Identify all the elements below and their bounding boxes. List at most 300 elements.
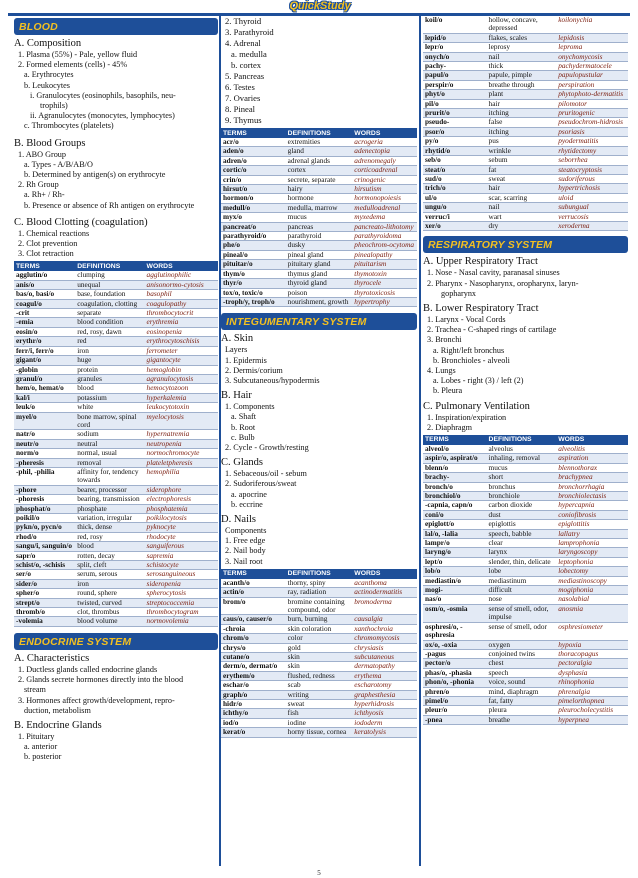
text-line: 2. Nail body: [225, 546, 266, 556]
word-cell: myxedema: [352, 213, 417, 222]
text-line: 2. Formed elements (cells) - 45%: [18, 60, 128, 70]
text-line: 2. Thyroid: [225, 16, 262, 26]
definition-cell: bone marrow, spinal cord: [75, 412, 144, 430]
definition-cell: nail: [487, 52, 557, 61]
word-cell: hypertrophy: [352, 297, 417, 306]
word-cell: phytophoto-dermatitis: [556, 90, 628, 99]
text-line: 2. Diaphragm: [427, 422, 473, 432]
word-cell: normovolemia: [145, 617, 218, 626]
text-line: 2. Sudoriferous/sweat: [225, 479, 297, 489]
term-cell: aden/o: [221, 147, 286, 156]
table-row: [221, 634, 417, 643]
text-line: 3. Subcutaneous/hypodermis: [225, 375, 320, 385]
table-row: [423, 156, 628, 165]
column-header-words: WORDS: [556, 435, 628, 445]
definition-cell: hair: [487, 99, 557, 108]
text-line: a. apocrine: [231, 489, 267, 499]
definition-cell: oxygen: [487, 640, 557, 649]
word-cell: aspiration: [556, 454, 628, 463]
definition-cell: split, cleft: [75, 561, 144, 570]
term-cell: phas/o, -phasia: [423, 668, 487, 677]
table-row: [423, 43, 628, 52]
definition-cell: nose: [487, 595, 557, 604]
word-cell: blennothorax: [556, 463, 628, 472]
table-row: [423, 184, 628, 193]
word-cell: plateletpheresis: [145, 458, 218, 467]
table-row: [221, 175, 417, 184]
definition-cell: variation, irregular: [75, 514, 144, 523]
term-cell: graph/o: [221, 690, 286, 699]
word-cell: bronchorrhagia: [556, 482, 628, 491]
term-cell: pimel/o: [423, 696, 487, 705]
term-cell: nas/o: [423, 595, 487, 604]
table-row: [423, 567, 628, 576]
word-cell: ferrometer: [145, 346, 218, 355]
term-cell: pil/o: [423, 99, 487, 108]
table-row: [423, 604, 628, 622]
text-line: 1. Free edge: [225, 536, 266, 546]
term-cell: -phoresis: [14, 495, 75, 504]
term-cell: lepid/o: [423, 33, 487, 42]
term-cell: pituitar/o: [221, 260, 286, 269]
word-cell: hypoxia: [556, 640, 628, 649]
word-cell: hyperpnea: [556, 715, 628, 724]
word-cell: leukocytotoxin: [145, 403, 218, 412]
term-cell: gigant/o: [14, 356, 75, 365]
definition-cell: skin: [286, 662, 353, 671]
word-cell: hyperkalemia: [145, 393, 218, 402]
table-row: [221, 615, 417, 624]
definition-cell: fat: [487, 165, 557, 174]
word-cell: hyperhidrosis: [352, 700, 417, 709]
definition-cell: twisted, curved: [75, 598, 144, 607]
word-cell: subungual: [556, 203, 628, 212]
heading-glands: C. Glands: [221, 457, 263, 469]
term-cell: anis/o: [14, 280, 75, 289]
definition-cell: separate: [75, 309, 144, 318]
column-divider-2: [419, 16, 421, 866]
text-line: trophils): [40, 101, 68, 111]
table-row: [221, 662, 417, 671]
term-cell: adren/o: [221, 156, 286, 165]
term-cell: kerat/o: [221, 728, 286, 737]
text-line: 2. Pharynx - Nasopharynx, oropharynx, laryn-: [427, 278, 579, 288]
word-cell: bronchiolectasis: [556, 492, 628, 501]
term-cell: rhod/o: [14, 532, 75, 541]
term-cell: -pagus: [423, 649, 487, 658]
table-row: [221, 728, 417, 737]
table-row: [423, 90, 628, 99]
term-cell: laryng/o: [423, 548, 487, 557]
term-cell: verruc/i: [423, 212, 487, 221]
table-row: [221, 166, 417, 175]
definition-cell: scar, scarring: [487, 193, 557, 202]
definition-cell: hollow, concave, depressed: [487, 16, 557, 33]
column-header-words: WORDS: [352, 569, 417, 579]
definition-cell: nail: [487, 203, 557, 212]
definition-cell: iron: [75, 579, 144, 588]
column-header-definitions: DEFINITIONS: [286, 569, 353, 579]
heading-composition: A. Composition: [14, 38, 82, 49]
heading-lower-respiratory: B. Lower Respiratory Tract: [423, 302, 539, 314]
definition-cell: carbon dioxide: [487, 501, 557, 510]
table-row: [221, 288, 417, 297]
table-row: [14, 523, 218, 532]
term-cell: chrom/o: [221, 634, 286, 643]
text-line: 1. Inspiration/expiration: [427, 412, 507, 422]
term-cell: hem/o, hemat/o: [14, 384, 75, 393]
table-row: [423, 659, 628, 668]
definition-cell: blood volume: [75, 617, 144, 626]
word-cell: chrysiasis: [352, 643, 417, 652]
word-cell: lallatry: [556, 529, 628, 538]
heading-skin: A. Skin: [221, 333, 254, 345]
definition-cell: difficult: [487, 586, 557, 595]
definition-cell: alveolus: [487, 445, 557, 454]
word-cell: streptococcemia: [145, 598, 218, 607]
term-cell: ungu/o: [423, 203, 487, 212]
word-cell: laryngoscopy: [556, 548, 628, 557]
definition-cell: larynx: [487, 548, 557, 557]
definition-cell: bronchus: [487, 482, 557, 491]
word-cell: erythema: [352, 671, 417, 680]
word-cell: mogiphonia: [556, 586, 628, 595]
term-cell: iod/o: [221, 718, 286, 727]
word-cell: xeroderma: [556, 221, 628, 230]
word-cell: hirsutism: [352, 185, 417, 194]
text-line: 2. Cycle - Growth/resting: [225, 442, 309, 452]
definition-cell: pineal gland: [286, 250, 353, 259]
text-line: b. eccrine: [231, 499, 263, 509]
definition-cell: dust: [487, 510, 557, 519]
heading-pulmonary-ventilation: C. Pulmonary Ventilation: [423, 400, 530, 412]
word-cell: eosinopenia: [145, 327, 218, 336]
definition-cell: iron: [75, 346, 144, 355]
table-row: [423, 473, 628, 482]
definition-cell: dry: [487, 221, 557, 230]
text-line: a. Lobes - right (3) / left (2): [433, 376, 524, 386]
heading-blood-groups: B. Blood Groups: [14, 137, 86, 149]
word-cell: pimelorthopnea: [556, 696, 628, 705]
term-cell: sapr/o: [14, 551, 75, 560]
table-row: [14, 356, 218, 365]
definition-cell: epiglottis: [487, 520, 557, 529]
word-cell: uloid: [556, 193, 628, 202]
table-row: [14, 570, 218, 579]
table-row: [14, 384, 218, 393]
definition-cell: thymus gland: [286, 269, 353, 278]
definition-cell: iodine: [286, 718, 353, 727]
definition-cell: nourishment, growth: [286, 297, 353, 306]
term-cell: pancreat/o: [221, 222, 286, 231]
definition-cell: sweat: [487, 174, 557, 183]
table-row: [423, 203, 628, 212]
term-cell: agglutin/o: [14, 271, 75, 280]
definition-cell: mucus: [286, 213, 353, 222]
term-cell: neutr/o: [14, 439, 75, 448]
table-row: [423, 548, 628, 557]
section-header-integumentary: INTEGUMENTARY SYSTEM: [221, 313, 417, 330]
text-line: b. Pleura: [433, 386, 463, 396]
word-cell: agranulocytosis: [145, 374, 218, 383]
word-cell: lamprophonia: [556, 539, 628, 548]
word-cell: hemoglobin: [145, 365, 218, 374]
word-cell: pancreato-lithotomy: [352, 222, 417, 231]
table-row: [221, 241, 417, 250]
column-header-terms: TERMS: [221, 569, 286, 579]
word-cell: neutropenia: [145, 439, 218, 448]
word-cell: sapremia: [145, 551, 218, 560]
table-row: [423, 212, 628, 221]
term-cell: brom/o: [221, 597, 286, 615]
term-cell: prurit/o: [423, 109, 487, 118]
word-cell: serosanguineous: [145, 570, 218, 579]
definition-cell: parathyroid: [286, 232, 353, 241]
definition-cell: sense of smell, odor: [487, 622, 557, 640]
word-cell: epiglottitis: [556, 520, 628, 529]
table-row: [221, 681, 417, 690]
definition-cell: bromine containing compound, odor: [286, 597, 353, 615]
text-line: a. Shaft: [231, 412, 257, 422]
definition-cell: hormone: [286, 194, 353, 203]
word-cell: spherocytosis: [145, 589, 218, 598]
term-cell: ul/o: [423, 193, 487, 202]
term-cell: koil/o: [423, 16, 487, 33]
table-row: [423, 463, 628, 472]
definition-cell: voice, sound: [487, 678, 557, 687]
definition-cell: false: [487, 118, 557, 127]
word-cell: rhytidectomy: [556, 146, 628, 155]
definition-cell: mediastinum: [487, 576, 557, 585]
word-cell: steatocryptosis: [556, 165, 628, 174]
definition-cell: extremities: [286, 138, 353, 147]
definition-cell: gland: [286, 147, 353, 156]
respiratory-terms-table: [423, 435, 628, 725]
definition-cell: serum, serous: [75, 570, 144, 579]
table-row: [423, 715, 628, 724]
definition-cell: white: [75, 403, 144, 412]
text-line: 1. Chemical reactions: [18, 228, 90, 238]
table-row: [221, 279, 417, 288]
word-cell: adenectopia: [352, 147, 417, 156]
word-cell: hypertrichosis: [556, 184, 628, 193]
definition-cell: granules: [75, 374, 144, 383]
word-cell: pinealopathy: [352, 250, 417, 259]
definition-cell: sodium: [75, 430, 144, 439]
definition-cell: blood: [75, 542, 144, 551]
definition-cell: clear: [487, 539, 557, 548]
term-cell: norm/o: [14, 449, 75, 458]
definition-cell: neutral: [75, 439, 144, 448]
term-cell: lampr/o: [423, 539, 487, 548]
table-row: [14, 318, 218, 327]
word-cell: hormonopoiesis: [352, 194, 417, 203]
definition-cell: affinity for, tendency towards: [75, 467, 144, 485]
word-cell: sudoriferous: [556, 174, 628, 183]
text-line: 2. Trachea - C-shaped rings of cartilage: [427, 325, 557, 335]
text-line: 1. Ductless glands called endocrine glands: [18, 664, 158, 674]
blood-terms-table: [14, 261, 218, 626]
text-line: 1. Components: [225, 402, 275, 412]
text-line: duction, metabolism: [24, 705, 91, 715]
word-cell: pyodermatitis: [556, 137, 628, 146]
word-cell: causalgia: [352, 615, 417, 624]
term-cell: phon/o, -phonia: [423, 678, 487, 687]
word-cell: siderophore: [145, 485, 218, 494]
term-cell: derm/o, dermat/o: [221, 662, 286, 671]
term-cell: ichthy/o: [221, 709, 286, 718]
word-cell: mediastinoscopy: [556, 576, 628, 585]
table-row: [423, 595, 628, 604]
definition-cell: thorny, spiny: [286, 579, 353, 588]
definition-cell: wart: [487, 212, 557, 221]
table-row: [14, 290, 218, 299]
table-row: [14, 412, 218, 430]
word-cell: pruritogenic: [556, 109, 628, 118]
word-cell: medulloadrenal: [352, 203, 417, 212]
word-cell: thoracopagus: [556, 649, 628, 658]
definition-cell: plant: [487, 90, 557, 99]
column-middle: [221, 16, 417, 866]
word-cell: erythremia: [145, 318, 218, 327]
text-line: b. Presence or absence of Rh antigen on erythrocyte: [24, 200, 195, 210]
definition-cell: unequal: [75, 280, 144, 289]
heading-upper-respiratory: A. Upper Respiratory Tract: [423, 256, 538, 268]
term-cell: -phil, -philia: [14, 467, 75, 485]
word-cell: agglutinophilic: [145, 271, 218, 280]
word-cell: verrucosis: [556, 212, 628, 221]
table-row: [14, 337, 218, 346]
column-header-definitions: DEFINITIONS: [75, 261, 144, 271]
term-cell: trich/o: [423, 184, 487, 193]
definition-cell: breathe: [487, 715, 557, 724]
word-cell: gigantocyte: [145, 356, 218, 365]
term-cell: phren/o: [423, 687, 487, 696]
text-line: a. Erythrocytes: [24, 70, 74, 80]
term-cell: hormon/o: [221, 194, 286, 203]
term-cell: poikil/o: [14, 514, 75, 523]
text-line: i. Granulocytes (eosinophils, basophils, neu-: [30, 90, 176, 100]
definition-cell: pus: [487, 137, 557, 146]
text-line: 6. Testes: [225, 82, 255, 92]
definition-cell: burn, burning: [286, 615, 353, 624]
term-cell: aspir/o, aspirat/o: [423, 454, 487, 463]
text-line: a. Right/left bronchus: [433, 345, 505, 355]
term-cell: papul/o: [423, 71, 487, 80]
term-cell: schist/o, -schisis: [14, 561, 75, 570]
table-row: [423, 706, 628, 715]
word-cell: coagulopathy: [145, 299, 218, 308]
definition-cell: sense of smell, odor, impulse: [487, 604, 557, 622]
definition-cell: bearing, transmission: [75, 495, 144, 504]
text-line: stream: [24, 685, 46, 695]
word-cell: electrophoresis: [145, 495, 218, 504]
term-cell: myx/o: [221, 213, 286, 222]
word-cell: osphresiometer: [556, 622, 628, 640]
definition-cell: breathe through: [487, 80, 557, 89]
definition-cell: hair: [487, 184, 557, 193]
table-row: [423, 16, 628, 33]
definition-cell: inhaling, removal: [487, 454, 557, 463]
word-cell: pilomotor: [556, 99, 628, 108]
word-cell: thyrocele: [352, 279, 417, 288]
text-line: a. Rh+ / Rh-: [24, 190, 65, 200]
text-line: c. Bulb: [231, 432, 255, 442]
text-line: 3. Bronchi: [427, 335, 462, 345]
term-cell: thyr/o: [221, 279, 286, 288]
definition-cell: bearer, processor: [75, 485, 144, 494]
definition-cell: flushed, redness: [286, 671, 353, 680]
word-cell: phosphatemia: [145, 504, 218, 513]
definition-cell: mucus: [487, 463, 557, 472]
definition-cell: gold: [286, 643, 353, 652]
table-row: [423, 586, 628, 595]
word-cell: thrombocytocrit: [145, 309, 218, 318]
table-row: [423, 501, 628, 510]
table-row: [14, 449, 218, 458]
word-cell: actinodermatitis: [352, 588, 417, 597]
definition-cell: hairy: [286, 185, 353, 194]
text-line: 3. Nail root: [225, 556, 263, 566]
definition-cell: red: [75, 337, 144, 346]
word-cell: poikilocytosis: [145, 514, 218, 523]
word-cell: myelocytosis: [145, 412, 218, 430]
term-cell: tox/o, toxic/o: [221, 288, 286, 297]
term-cell: parathyroid/o: [221, 232, 286, 241]
term-cell: ser/o: [14, 570, 75, 579]
text-line: Components: [225, 525, 267, 535]
word-cell: phrenalgia: [556, 687, 628, 696]
word-cell: rhinophonia: [556, 678, 628, 687]
term-cell: hidr/o: [221, 700, 286, 709]
section-header-blood: BLOOD: [14, 18, 218, 35]
term-cell: sud/o: [423, 174, 487, 183]
column-header-terms: TERMS: [14, 261, 75, 271]
term-cell: -troph/y, troph/o: [221, 297, 286, 306]
term-cell: actin/o: [221, 588, 286, 597]
text-line: a. medulla: [231, 49, 267, 59]
text-line: b. Leukocytes: [24, 80, 70, 90]
term-cell: myel/o: [14, 412, 75, 430]
definition-cell: conjoined twins: [487, 649, 557, 658]
definition-cell: horny tissue, cornea: [286, 728, 353, 737]
word-cell: papulopustular: [556, 71, 628, 80]
term-cell: seb/o: [423, 156, 487, 165]
term-cell: lept/o: [423, 557, 487, 566]
term-cell: lal/o, -lalia: [423, 529, 487, 538]
definition-cell: medulla, marrow: [286, 203, 353, 212]
text-line: 1. Plasma (55%) - Pale, yellow fluid: [18, 50, 138, 59]
term-cell: coagul/o: [14, 299, 75, 308]
table-row: [14, 403, 218, 412]
term-cell: thym/o: [221, 269, 286, 278]
term-cell: crin/o: [221, 175, 286, 184]
word-cell: pseudochrom-hidrosis: [556, 118, 628, 127]
word-cell: psoriasis: [556, 127, 628, 136]
table-row: [14, 346, 218, 355]
term-cell: medull/o: [221, 203, 286, 212]
definition-cell: itching: [487, 127, 557, 136]
term-cell: strept/o: [14, 598, 75, 607]
word-cell: onychomycosis: [556, 52, 628, 61]
heading-characteristics: A. Characteristics: [14, 652, 90, 664]
definition-cell: chest: [487, 659, 557, 668]
text-line: 3. Parathyroid: [225, 27, 274, 37]
word-cell: hypercapnia: [556, 501, 628, 510]
text-line: 3. Hormones affect growth/development, repro-: [18, 695, 175, 705]
term-cell: sangu/i, sanguin/o: [14, 542, 75, 551]
table-row: [14, 430, 218, 439]
